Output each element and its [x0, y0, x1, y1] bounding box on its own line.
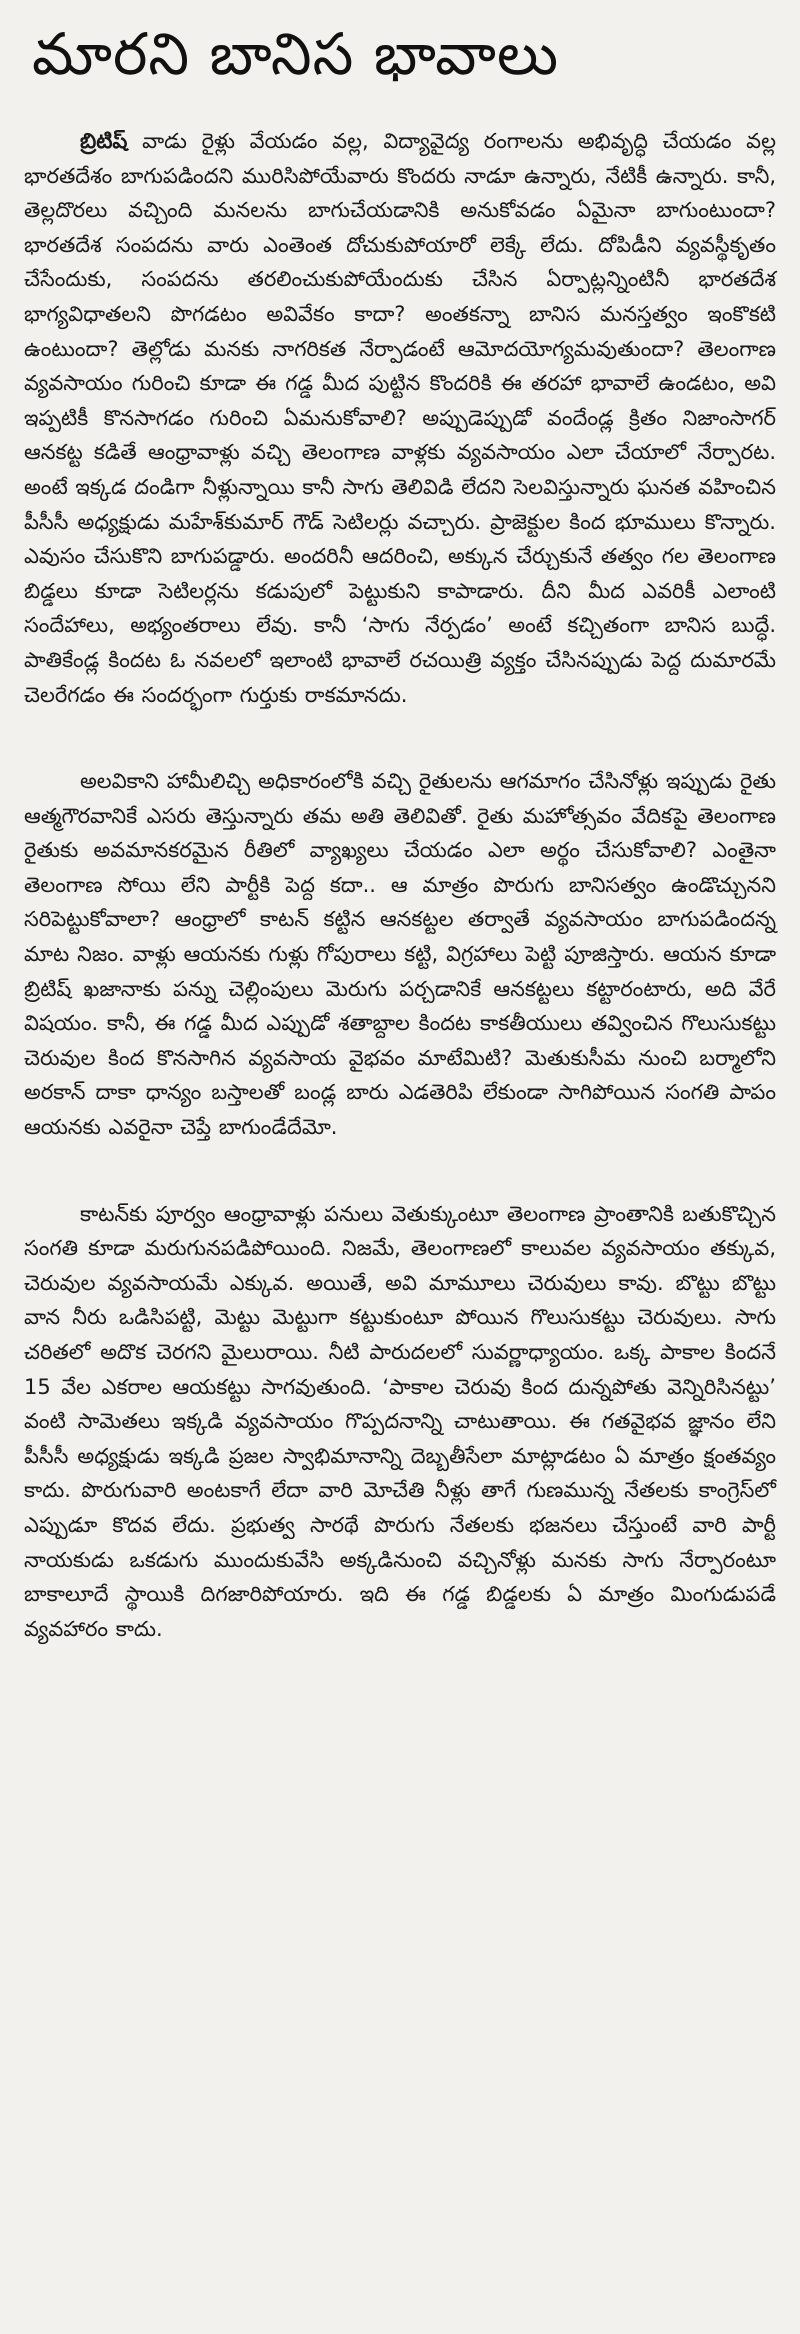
paragraph-spacer [24, 712, 776, 764]
article-body [24, 124, 776, 1646]
paragraph-spacer [24, 1145, 776, 1197]
article-paragraph-2 [24, 764, 776, 1145]
paragraph-text: అలవికాని హామీలిచ్చి అధికారంలోకి వచ్చి రైతులను ఆగమాగం చేసినోళ్లు ఇప్పుడు రైతు ఆత్మగౌరవానికే ఎసరు తెస్తున్నారు తమ అతి తెలివితో. రైతు మహోత్సవం వేదికపై తెలంగాణ రైతుకు అవమానకరమైన రీతిలో వ్యాఖ్యలు చేయడం ఎలా అర్థం చేసుకోవాలి? ఎంతైనా తెలంగాణ సోయి లేని పార్టీకి పెద్ద కదా.. ఆ మాత్రం పొరుగు బానిసత్వం ఉండొచ్చునని సరిపెట్టుకోవాలా? ఆంధ్రాలో కాటన్ కట్టిన ఆనకట్టల తర్వాతే వ్యవసాయం బాగుపడిందన్న మాట నిజం. వాళ్లు ఆయనకు గుళ్లు గోపురాలు కట్టి, విగ్రహాలు పెట్టి పూజిస్తారు. ఆయన కూడా బ్రిటిష్ ఖజానాకు పన్ను చెల్లింపులు మెరుగు పర్చడానికే ఆనకట్టలు కట్టారంటారు, అది వేరే విషయం. కానీ, ఈ గడ్డ మీద ఎప్పుడో శతాబ్దాల కిందట కాకతీయులు తవ్వించిన గొలుసుకట్టు చెరువుల కింద కొనసాగిన వ్యవసాయ వైభవం మాటేమిటి? మెతుకుసీమ నుంచి బర్మాలోని అరకాన్ దాకా ధాన్యం బస్తాలతో బండ్ల బారు ఎడతెరిపి లేకుండా సాగిపోయిన సంగతి పాపం ఆయనకు ఎవరైనా చెప్తే బాగుండేదేమో. [24, 769, 776, 1140]
paragraph-lead-word: బ్రిటిష్ [80, 129, 128, 153]
article-paragraph-3 [24, 1197, 776, 1647]
paragraph-text: కాటన్‌కు పూర్వం ఆంధ్రావాళ్లు పనులు వెతుక్కుంటూ తెలంగాణ ప్రాంతానికి బతుకొచ్చిన సంగతి కూడా మరుగునపడిపోయింది. నిజమే, తెలంగాణలో కాలువల వ్యవసాయం తక్కువ, చెరువుల వ్యవసాయమే ఎక్కువ. అయితే, అవి మామూలు చెరువులు కావు. బొట్టు బొట్టు వాన నీరు ఒడిసిపట్టి, మెట్టు మెట్టుగా కట్టుకుంటూ పోయిన గొలుసుకట్టు చెరువులు. సాగు చరితలో అదొక చెరగని మైలురాయి. నీటి పారుదలలో సువర్ణాధ్యాయం. ఒక్క పాకాల కిందనే 15 వేల ఎకరాల ఆయకట్టు సాగవుతుంది. ‘పాకాల చెరువు కింద దున్నపోతు వెన్నిరిసినట్టు’ వంటి సామెతలు ఇక్కడి వ్యవసాయం గొప్పదనాన్ని చాటుతాయి. ఈ గతవైభవ జ్ఞానం లేని పీసీసీ అధ్యక్షుడు ఇక్కడి ప్రజల స్వాభిమానాన్ని దెబ్బతీసేలా మాట్లాడటం ఏ మాత్రం క్షంతవ్యం కాదు. పొరుగువారి అంటకాగే లేదా వారి మోచేతి నీళ్లు తాగే గుణమున్న నేతలకు కాంగ్రెస్‌లో ఎప్పుడూ కొదవ లేదు. ప్రభుత్వ సారథే పొరుగు నేతలకు భజనలు చేస్తుంటే వారి పార్టీ నాయకుడు ఒకడుగు ముందుకువేసి అక్కడినుంచి వచ్చినోళ్లు మనకు సాగు నేర్పారంటూ బాకాలూదే స్థాయికి దిగజారిపోయారు. ఇది ఈ గడ్డ బిడ్డలకు ఏ మాత్రం మింగుడుపడే వ్యవహారం కాదు. [24, 1201, 776, 1641]
article-paragraph-1 [24, 124, 776, 712]
paragraph-text: వాడు రైళ్లు వేయడం వల్ల, విద్యావైద్య రంగాలను అభివృద్ధి చేయడం వల్ల భారతదేశం బాగుపడిందని మురిసిపోయేవారు కొందరు నాడూ ఉన్నారు, నేటికీ ఉన్నారు. కానీ, తెల్లదొరలు వచ్చింది మనలను బాగుచేయడానికి అనుకోవడం ఏమైనా బాగుంటుందా? భారతదేశ సంపదను వారు ఎంతెంత దోచుకుపోయారో లెక్కే లేదు. దోపిడీని వ్యవస్థీకృతం చేసేందుకు, సంపదను తరలించుకుపోయేందుకు చేసిన ఏర్పాట్లన్నింటినీ భారతదేశ భాగ్యవిధాతలని పొగడటం అవివేకం కాదా? అంతకన్నా బానిస మనస్తత్వం ఇంకొకటి ఉంటుందా? తెల్లోడు మనకు నాగరికత నేర్పాడంటే ఆమోదయోగ్యమవుతుందా? తెలంగాణ వ్యవసాయం గురించి కూడా ఈ గడ్డ మీద పుట్టిన కొందరికి ఈ తరహా భావాలే ఉండటం, అవి ఇప్పటికీ కొనసాగడం గురించి ఏమనుకోవాలి? అప్పుడెప్పుడో వందేండ్ల క్రితం నిజాంసాగర్ ఆనకట్ట కడితే ఆంధ్రావాళ్లు వచ్చి తెలంగాణ వాళ్లకు వ్యవసాయం ఎలా చేయాలో నేర్పారట. అంటే ఇక్కడ దండిగా నీళ్లున్నాయి కానీ సాగు తెలివిడి లేదని సెలవిస్తున్నారు ఘనత వహించిన పీసీసీ అధ్యక్షుడు మహేశ్‌కుమార్ గౌడ్ సెటిలర్లు వచ్చారు. ప్రాజెక్టుల కింద భూములు కొన్నారు. ఎవుసం చేసుకొని బాగుపడ్డారు. అందరినీ ఆదరించి, అక్కున చేర్చుకునే తత్వం గల తెలంగాణ బిడ్డలు కూడా సెటిలర్లను కడుపులో పెట్టుకుని కాపాడారు. దీని మీద ఎవరికీ ఎలాంటి సందేహాలు, అభ్యంతరాలు లేవు. కానీ ‘సాగు నేర్పడం’ అంటే కచ్చితంగా బానిస బుద్ధే. పాతికేండ్ల కిందట ఓ నవలలో ఇలాంటి భావాలే రచయిత్రి వ్యక్తం చేసినప్పుడు పెద్ద దుమారమే చెలరేగడం ఈ సందర్భంగా గుర్తుకు రాకమానదు. [24, 129, 776, 707]
article-headline: మారని బానిస భావాలు [32, 20, 560, 88]
